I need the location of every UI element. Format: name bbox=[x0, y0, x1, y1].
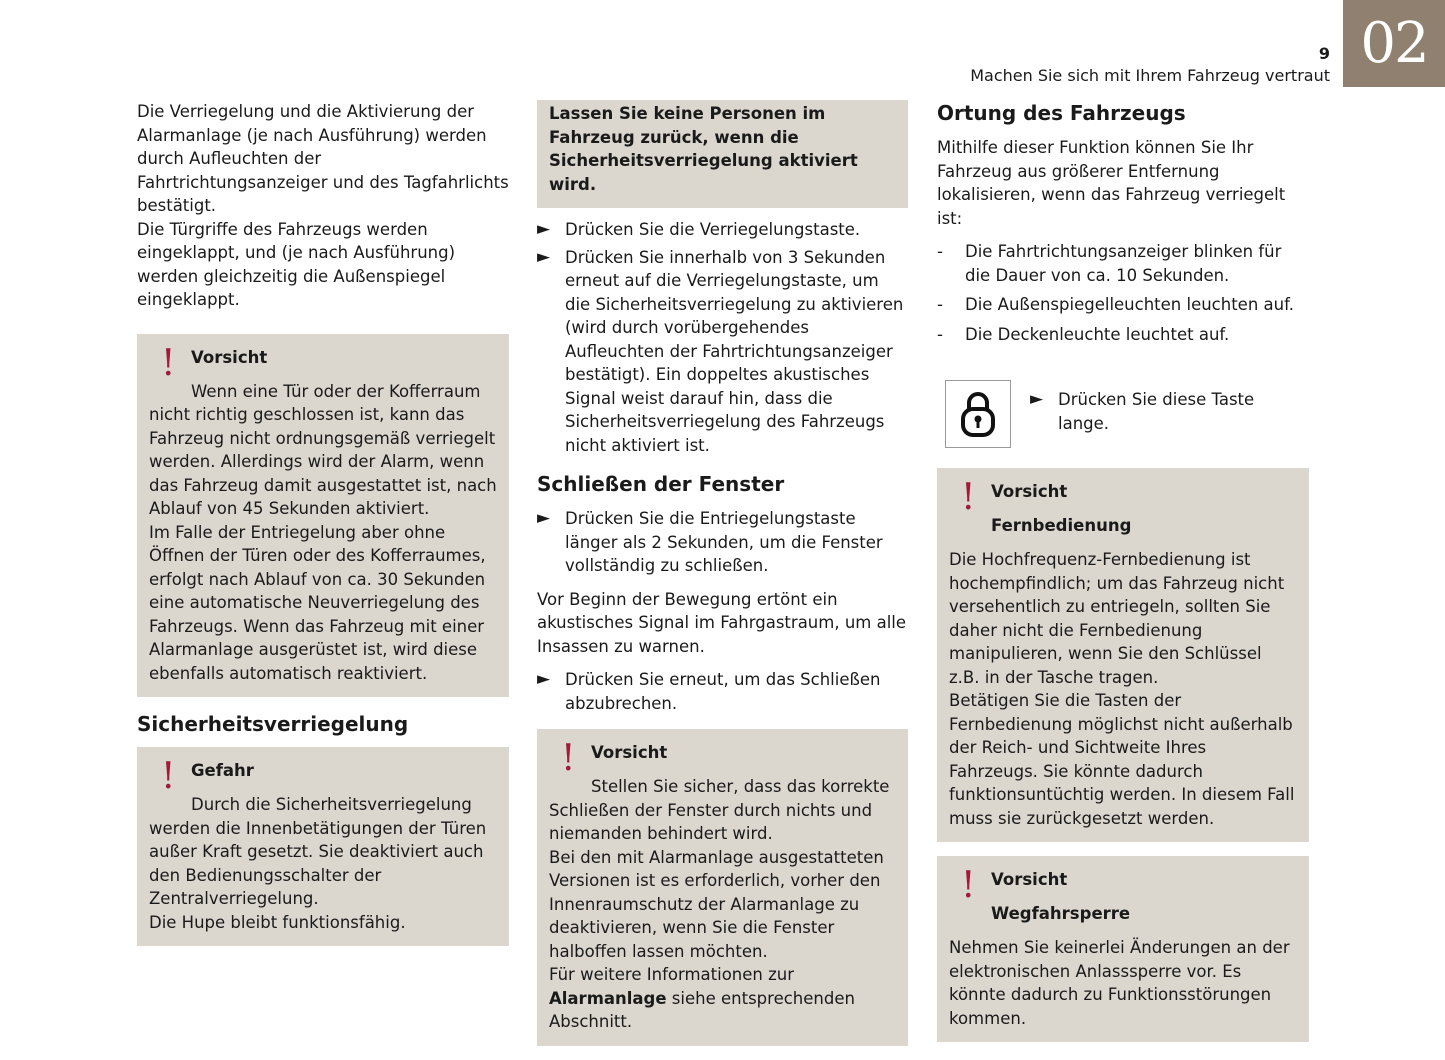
danger-text: Durch die Sicherheitsverriegelung werden die Innenbetätigungen der Türen außer Kraft gesetzt. Sie deaktiviert auch den Bedienungsschalter der Zentralverriegelung. bbox=[149, 795, 487, 908]
warning-title: Vorsicht bbox=[191, 347, 268, 367]
alarm-link-text: Alarmanlage bbox=[549, 988, 667, 1008]
chapter-title: Machen Sie sich mit Ihrem Fahrzeug vertraut bbox=[970, 66, 1330, 85]
note-box bbox=[537, 100, 908, 208]
list-item: - Die Außenspiegelleuchten leuchten auf. bbox=[937, 293, 1309, 317]
button-instruction-row bbox=[937, 374, 1309, 454]
danger-box bbox=[137, 747, 509, 946]
note-text: Lassen Sie keine Personen im Fahrzeug zurück, wenn die Sicherheitsverriegelung aktiviert wird. bbox=[549, 104, 858, 194]
intro-paragraph: Die Türgriffe des Fahrzeugs werden eingeklappt, und (je nach Ausführung) werden gleichzeitig die Außenspiegel eingeklappt. bbox=[137, 219, 456, 309]
section-heading: Ortung des Fahrzeugs bbox=[937, 101, 1186, 125]
warning-header bbox=[149, 342, 497, 384]
warning-text bbox=[549, 963, 896, 1034]
warning-header bbox=[949, 865, 1297, 926]
column-middle bbox=[537, 100, 908, 1060]
warning-box-remote bbox=[937, 468, 1309, 842]
warning-text: Stellen Sie sicher, dass das korrekte Schließen der Fenster durch nichts und niemanden behindert wird. bbox=[549, 777, 890, 843]
lock-icon bbox=[960, 390, 996, 438]
feature-list bbox=[937, 240, 1309, 346]
warning-text: Im Falle der Entriegelung aber ohne Öffnen der Türen oder des Kofferraumes, erfolgt nach Ablauf von ca. 30 Sekunden eine automatische Neuverriegelung des Fahrzeugs. Wenn das Fahrzeug mit einer Alarmanlage ausgerüstet ist, wird diese ebenfalls automatisch reaktiviert. bbox=[149, 522, 486, 683]
exclamation-icon: ! bbox=[561, 738, 576, 779]
warning-header bbox=[949, 477, 1297, 538]
warning-text: Bei den mit Alarmanlage ausgestatteten Versionen ist es erforderlich, vorher den Innenraumschutz der Alarmanlage zu deaktivieren, wenn Sie die Fenster halboffen lassen möchten. bbox=[549, 847, 884, 961]
warning-title: Vorsicht bbox=[991, 482, 1068, 501]
warning-title: Vorsicht bbox=[991, 870, 1068, 889]
instruction-step: ► Drücken Sie erneut, um das Schließen abzubrechen. bbox=[537, 668, 908, 715]
warning-subtitle: Wegfahrsperre bbox=[991, 904, 1131, 923]
warning-title: Vorsicht bbox=[591, 743, 668, 762]
list-item: - Die Deckenleuchte leuchtet auf. bbox=[937, 323, 1309, 347]
warning-text: Wenn eine Tür oder der Kofferraum nicht richtig geschlossen ist, kann das Fahrzeug nicht ordnungsgemäß verriegelt werden. Allerdings wird der Alarm, wenn das Fahrzeug damit ausgestattet ist, nach Ablauf von 45 Sekunden aktiviert. bbox=[149, 381, 497, 518]
warning-box bbox=[537, 729, 908, 1046]
intro-paragraph: Die Verriegelung und die Aktivierung der Alarmanlage (je nach Ausführung) werden durch Aufleuchten der Fahrtrichtungsanzeiger und des Tagfahrlichts bestätigt. bbox=[137, 102, 509, 215]
instruction-step: ► Drücken Sie innerhalb von 3 Sekunden erneut auf die Verriegelungstaste, um die Sicherheitsverriegelung zu aktivieren (wird durch vorübergehendes Aufleuchten der Fahrtrichtungsanzeiger bestätigt). Ein doppeltes akustisches Signal weist darauf hin, dass die Sicherheitsverriegelung des Fahrzeugs nicht aktiviert ist. bbox=[537, 246, 908, 458]
list-item: - Die Fahrtrichtungsanzeiger blinken für die Dauer von ca. 10 Sekunden. bbox=[937, 240, 1309, 287]
danger-title: Gefahr bbox=[191, 761, 254, 780]
warning-text-part: siehe entsprechenden Abschnitt. bbox=[549, 988, 855, 1031]
warning-text: Die Hochfrequenz-Fernbedienung ist hochempfindlich; um das Fahrzeug nicht versehentlich zu entriegeln, sollten Sie daher nicht die Fernbedienung manipulieren, wenn Sie den Schlüssel z.B. in der Tasche tragen. bbox=[949, 550, 1285, 687]
warning-text: Betätigen Sie die Tasten der Fernbedienung möglichst nicht außerhalb der Reich- und Sichtweite Ihres Fahrzeugs. Sie könnte dadurch funktionsuntüchtig werden. In diesem Fall muss sie zurückgesetzt werden. bbox=[949, 691, 1295, 828]
section-heading: Sicherheitsverriegelung bbox=[137, 712, 409, 736]
intro-paragraph: Mithilfe dieser Funktion können Sie Ihr Fahrzeug aus größerer Entfernung lokalisieren, wenn das Fahrzeug verriegelt ist: bbox=[937, 138, 1286, 228]
chapter-tab: 02 bbox=[1343, 0, 1445, 87]
instruction-step: ► Drücken Sie diese Taste lange. bbox=[1030, 388, 1309, 435]
warning-text-part: Für weitere Informationen zur bbox=[549, 965, 795, 984]
column-left bbox=[137, 100, 509, 960]
lock-button bbox=[945, 380, 1011, 448]
danger-text: Die Hupe bleibt funktionsfähig. bbox=[149, 912, 406, 932]
column-right bbox=[937, 100, 1309, 1056]
exclamation-icon: ! bbox=[961, 865, 976, 906]
danger-header bbox=[149, 756, 497, 797]
warning-header bbox=[549, 738, 896, 779]
exclamation-icon: ! bbox=[161, 756, 176, 797]
warning-box bbox=[137, 334, 509, 698]
warning-subtitle: Fernbedienung bbox=[991, 516, 1132, 535]
instruction-step: ► Drücken Sie die Entriegelungstaste länger als 2 Sekunden, um die Fenster vollständig zu schließen. bbox=[537, 507, 908, 578]
section-heading: Schließen der Fenster bbox=[537, 472, 785, 496]
instruction-step: ► Drücken Sie die Verriegelungstaste. bbox=[537, 218, 908, 242]
exclamation-icon: ! bbox=[161, 342, 176, 384]
body-paragraph: Vor Beginn der Bewegung ertönt ein akustisches Signal im Fahrgastraum, um alle Insassen zu warnen. bbox=[537, 589, 907, 656]
exclamation-icon: ! bbox=[961, 477, 976, 518]
page-number: 9 bbox=[1318, 44, 1330, 63]
warning-box-immobilizer bbox=[937, 856, 1309, 1042]
warning-text: Nehmen Sie keinerlei Änderungen an der elektronischen Anlasssperre vor. Es könnte dadurch zu Funktionsstörungen kommen. bbox=[949, 938, 1290, 1028]
